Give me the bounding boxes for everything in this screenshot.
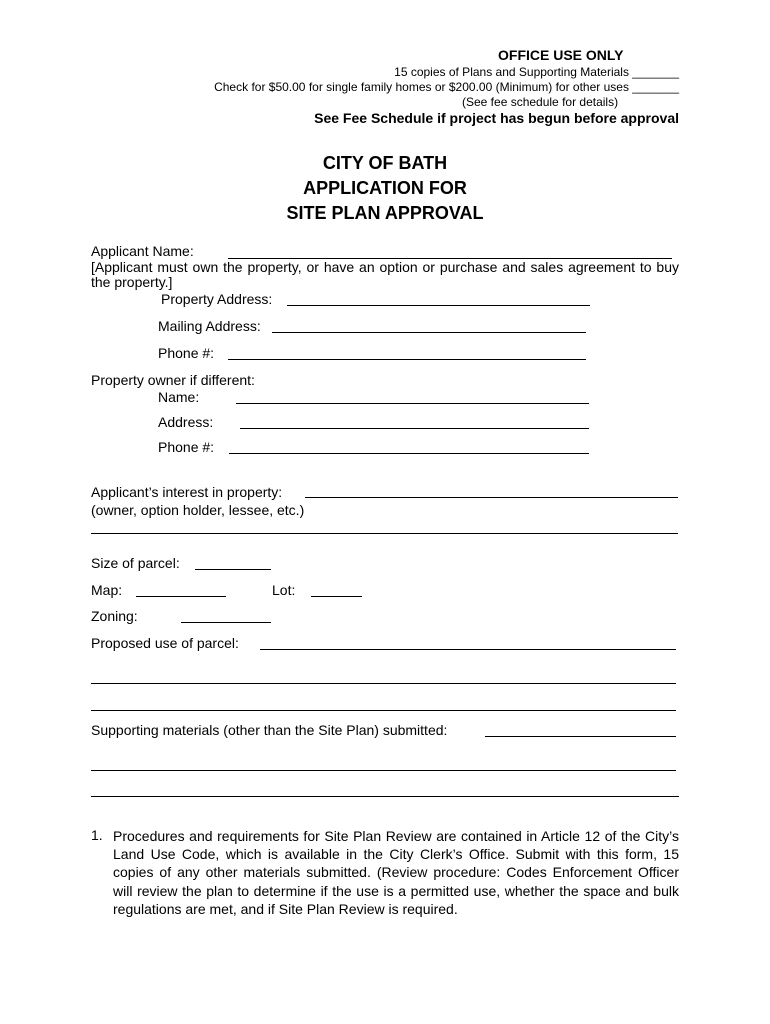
applicant-phone-label: Phone #: [158, 345, 215, 361]
applicant-interest-field-line2[interactable] [91, 533, 678, 534]
procedures-text: Procedures and requirements for Site Plan Review are contained in Article 12 of the City’s Land Use Code, which is available in the City Clerk’s Office. Submit with this form, 15 copies of any other materials submitted. (Review procedure: Codes Enforcement Officer will review the plan to determine if the use is a permitted use, whether the space and bulk regulations are met, and if Site Plan Review is required. [113, 828, 679, 917]
fee-schedule-warning: See Fee Schedule if project has begun before approval [314, 110, 679, 126]
supporting-materials-label: Supporting materials (other than the Site Plan) submitted: [91, 722, 448, 738]
office-use-title: OFFICE USE ONLY [498, 47, 624, 63]
applicant-name-label: Applicant Name: [91, 243, 194, 259]
owner-name-label: Name: [158, 389, 200, 405]
site-plan-title: SITE PLAN APPROVAL [286, 203, 484, 223]
map-label: Map: [91, 582, 123, 598]
lot-label: Lot: [272, 582, 296, 598]
owner-phone-field[interactable] [229, 453, 589, 454]
map-field[interactable] [136, 596, 226, 597]
owner-address-label: Address: [158, 414, 214, 430]
applicant-ownership-note: [Applicant must own the property, or have an option or purchase and sales agreement to buy the property.] [91, 259, 679, 290]
supporting-materials-field-line3[interactable] [91, 796, 679, 797]
proposed-use-field-line2[interactable] [91, 683, 676, 684]
property-address-label: Property Address: [161, 291, 273, 307]
proposed-use-field-line3[interactable] [91, 710, 676, 711]
city-title: CITY OF BATH [322, 153, 448, 173]
supporting-materials-field[interactable] [485, 736, 676, 737]
property-owner-heading: Property owner if different: [91, 372, 255, 388]
applicant-interest-field[interactable] [305, 497, 678, 498]
property-address-field[interactable] [287, 305, 590, 306]
applicant-interest-hint: (owner, option holder, lessee, etc.) [91, 502, 305, 518]
owner-name-field[interactable] [236, 403, 589, 404]
procedures-number: 1. [91, 827, 103, 843]
zoning-field[interactable] [181, 622, 271, 623]
applicant-phone-field[interactable] [228, 359, 586, 360]
proposed-use-label: Proposed use of parcel: [91, 635, 239, 651]
office-copies-line: 15 copies of Plans and Supporting Materials _______ [394, 65, 679, 79]
parcel-size-label: Size of parcel: [91, 555, 180, 571]
owner-address-field[interactable] [240, 428, 589, 429]
lot-field[interactable] [311, 596, 362, 597]
owner-phone-label: Phone #: [158, 439, 215, 455]
mailing-address-field[interactable] [272, 332, 586, 333]
applicant-interest-label: Applicant’s interest in property: [91, 484, 283, 500]
parcel-size-field[interactable] [195, 569, 271, 570]
application-title: APPLICATION FOR [303, 178, 467, 198]
supporting-materials-field-line2[interactable] [91, 770, 676, 771]
mailing-address-label: Mailing Address: [158, 318, 261, 334]
office-fee-schedule-note: (See fee schedule for details) [462, 95, 619, 109]
office-check-line: Check for $50.00 for single family homes or $200.00 (Minimum) for other uses _______ [214, 80, 679, 94]
zoning-label: Zoning: [91, 608, 138, 624]
proposed-use-field[interactable] [260, 649, 676, 650]
